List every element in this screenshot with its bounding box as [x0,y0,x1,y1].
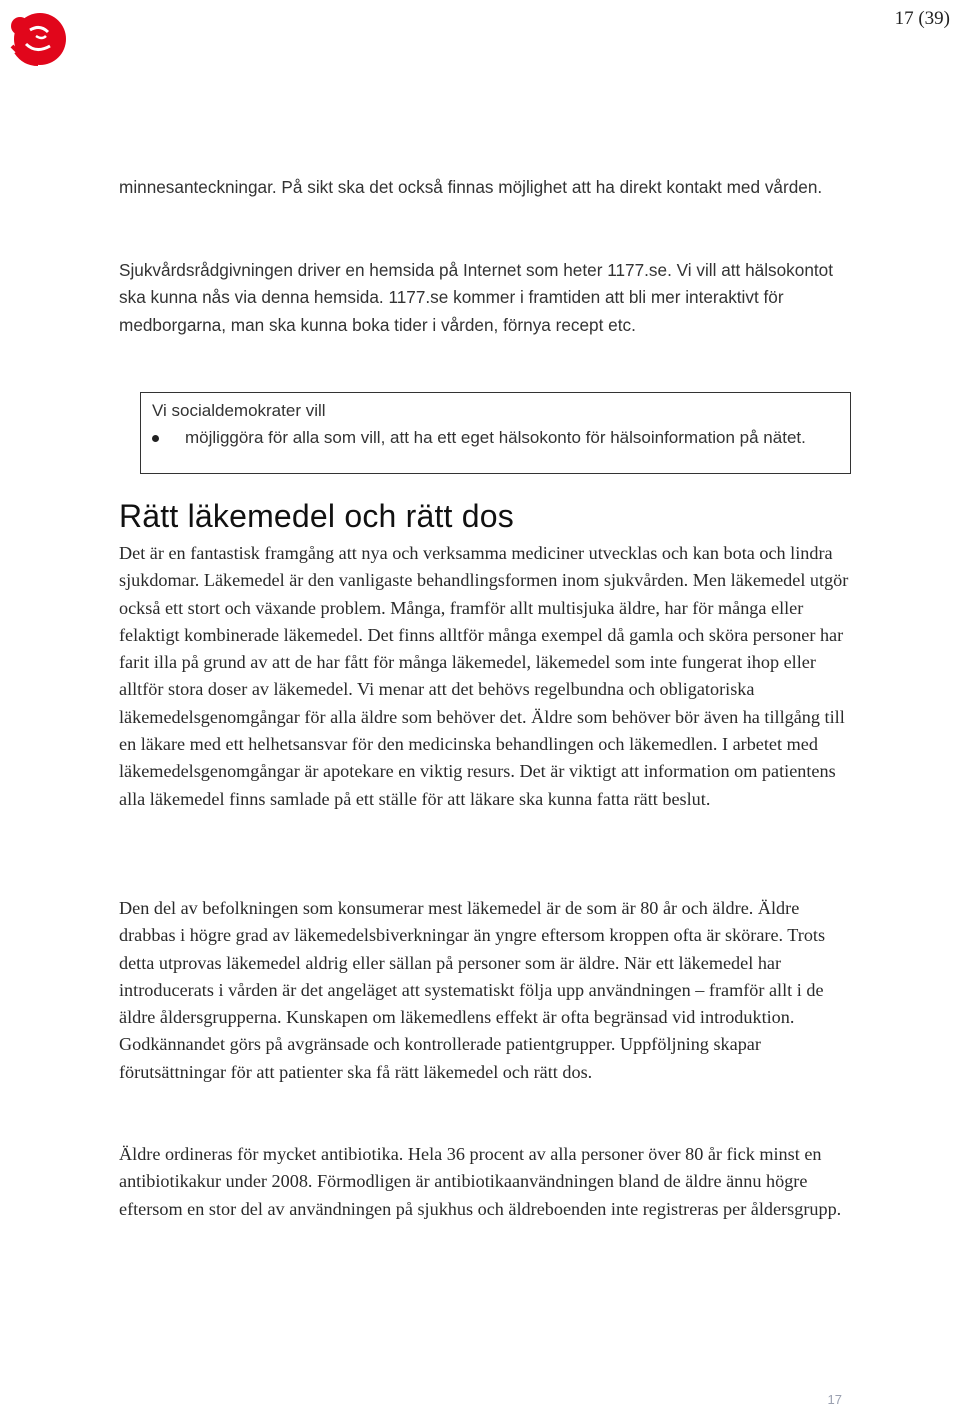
intro-paragraph-1 [119,174,849,201]
section-heading: Rätt läkemedel och rätt dos [119,498,514,534]
policy-callout-box [140,392,851,474]
bullet-dot-icon [152,435,159,442]
rose-logo-icon [6,6,72,72]
intro-paragraph-2 [119,257,849,339]
paragraph-text: Sjukvårdsrådgivningen driver en hemsida på Internet som heter 1177.se. Vi vill att hälsokontot ska kunna nås via denna hemsida. 1177.se kommer i framtiden att bli mer interaktivt för medborgarna, man ska kunna boka tider i vården, förnya recept etc. [119,260,834,335]
bullet-text: möjliggöra för alla som vill, att ha ett eget hälsokonto för hälsoinformation på nätet. [185,428,806,447]
paragraph-text: Äldre ordineras för mycket antibiotika. Hela 36 procent av alla personer över 80 år fick minst en antibiotikakur under 2008. Förmodligen är antibiotikaanvändningen bland de äldre ännu högre eftersom en stor del av användningen på sjukhus och äldreboenden inte registreras per åldersgrupp. [119,1144,842,1219]
page-footer-number: 17 [827,1392,842,1407]
section-paragraph-2 [119,895,849,1086]
paragraph-text: minnesanteckningar. På sikt ska det också finnas möjlighet att ha direkt kontakt med vården. [119,177,823,197]
callout-intro: Vi socialdemokrater vill [152,401,326,420]
page-header-number: 17 (39) [894,8,950,29]
paragraph-text: Den del av befolkningen som konsumerar mest läkemedel är de som är 80 år och äldre. Äldre drabbas i högre grad av läkemedelsbiverkningar än yngre eftersom kroppen ofta är skörare. Trots detta utprovas läkemedel aldrig eller sällan på personer som är äldre. När ett läkemedel har introducerats i vården är det angeläget att systematiskt följa upp användningen – framför allt i de äldre åldersgrupperna. Kunskapen om läkemedlens effekt är ofta begränsad vid introduktion. Godkännandet görs på avgränsade och kontrollerade patientgrupper. Uppföljning skapar förutsättningar för att patienter ska få rätt läkemedel och rätt dos. [119,898,826,1082]
section-paragraph-3 [119,1141,849,1223]
paragraph-text: Det är en fantastisk framgång att nya och verksamma mediciner utvecklas och kan bota och lindra sjukdomar. Läkemedel är den vanligaste behandlingsformen inom sjukvården. Men läkemedel utgör också ett stort och växande problem. Många, framför allt multisjuka äldre, har för många eller felaktigt kombinerade läkemedel. Det finns alltför många exempel då gamla och sköra personer har farit illa på grund av att de har fått för många läkemedel, läkemedel som inte fungerat ihop eller alltför stora doser av läkemedel. Vi menar att det behövs regelbundna och obligatoriska läkemedelsgenomgångar för alla äldre som behöver det. Äldre som behöver bör även ha tillgång till en läkare med ett helhetsansvar för den medicinska behandlingen och läkemedlen. I arbetet med läkemedelsgenomgångar är apotekare en viktig resurs. Det är viktigt att information om patientens alla läkemedel finns samlade på ett ställe för att läkare ska kunna fatta rätt beslut. [119,543,849,809]
section-paragraph-1 [119,540,849,813]
